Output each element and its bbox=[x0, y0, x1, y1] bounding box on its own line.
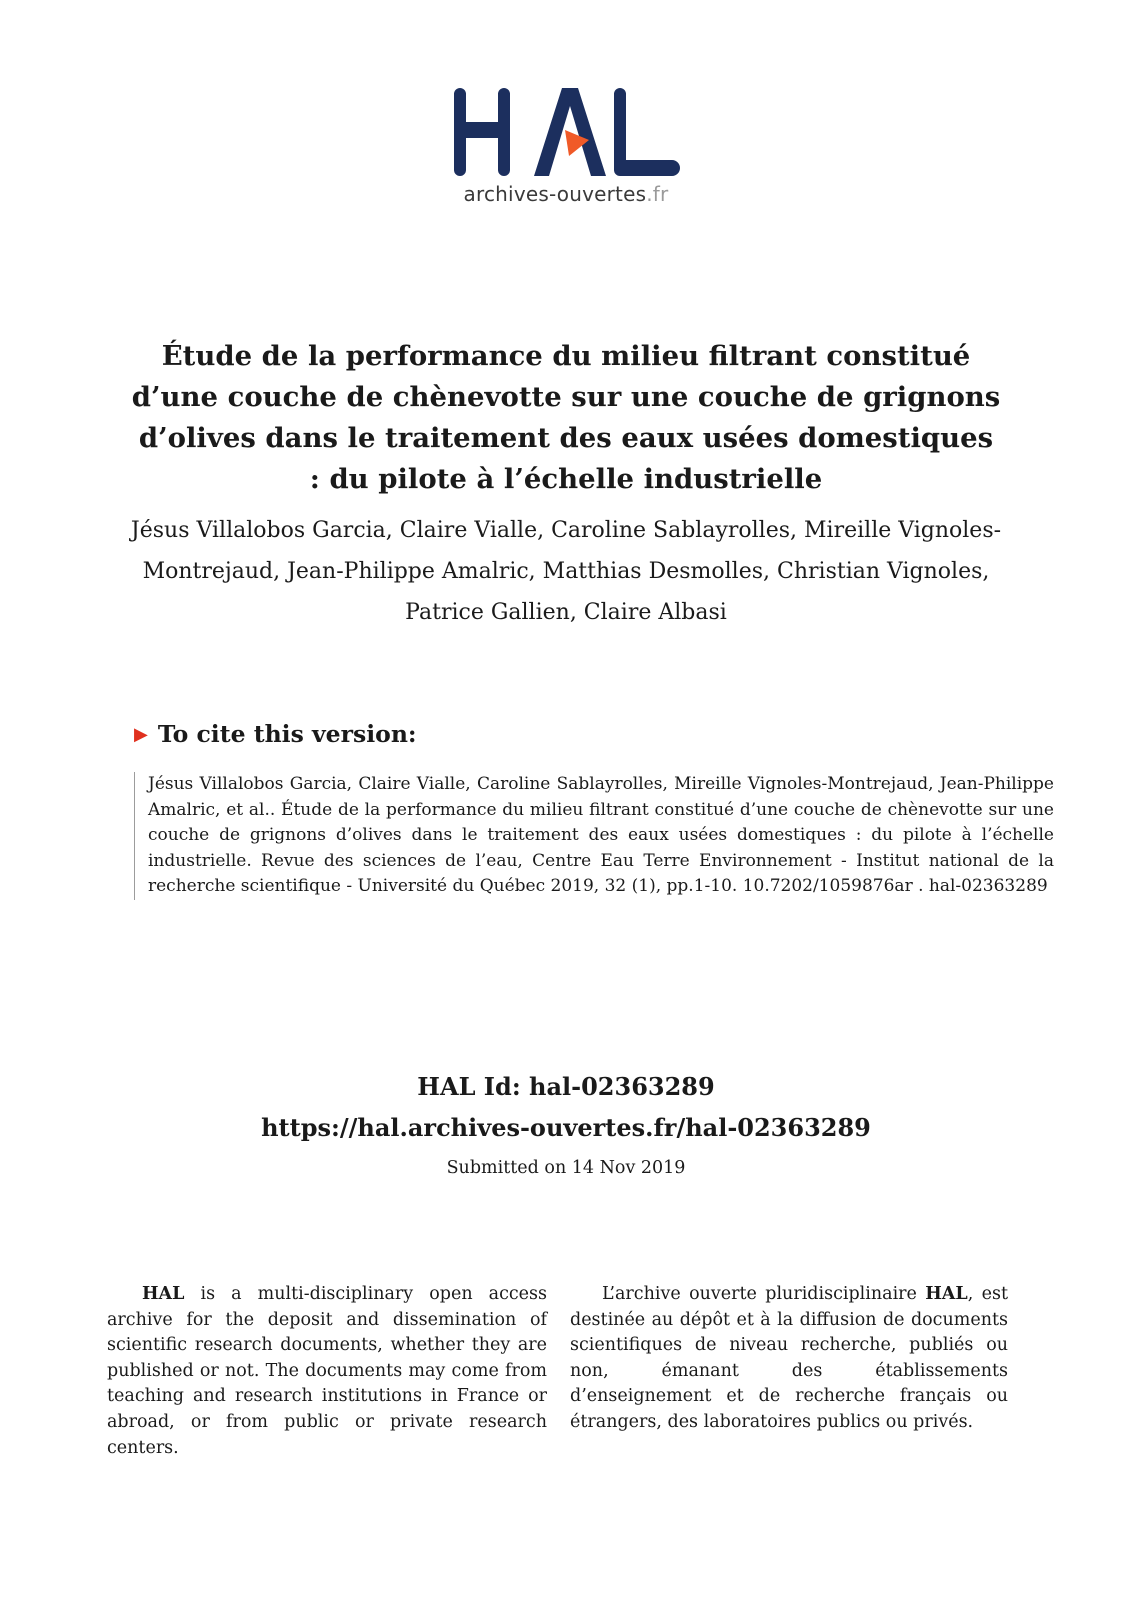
description-english: HAL is a multi-disciplinary open access archive for the deposit and dissemination of scientific research documents, whether they are published or not. The documents may come from teaching and research institutions in France or abroad, or from public or private research centers. bbox=[107, 1284, 547, 1458]
cite-heading-label: To cite this version: bbox=[157, 720, 417, 748]
triangle-right-icon: ▶ bbox=[134, 723, 148, 745]
hal-identifier-block bbox=[0, 1066, 1132, 1184]
submitted-date: Submitted on 14 Nov 2019 bbox=[446, 1158, 686, 1178]
citation: Jésus Villalobos Garcia, Claire Vialle, Caroline Sablayrolles, Mireille Vignoles-Montrejaud, Jean-Philippe Amalric, et al.. Étude de la performance du milieu filtrant constitué d’une couche de chènevotte sur une couche de grignons d’olives dans le traitement des eaux usées domestiques : du pilote à l’échelle industrielle. Revue des sciences de l’eau, Centre Eau Terre Environnement - Institut national de la recherche scientifique - Université du Québec 2019, 32 (1), pp.1-10. 10.7202/1059876ar . hal-02363289 bbox=[134, 772, 1054, 900]
document-title: Étude de la performance du milieu filtrant constitué d’une couche de chènevotte sur une couche de grignons d’olives dans le traitement des eaux usées domestiques : du pilote à l’échelle industrielle bbox=[131, 340, 1001, 495]
cite-heading bbox=[134, 720, 417, 748]
authors: Jésus Villalobos Garcia, Claire Vialle, Caroline Sablayrolles, Mireille Vignoles-Montrejaud, Jean-Philippe Amalric, Matthias Desmolles, Christian Vignoles, Patrice Gallien, Claire Albasi bbox=[130, 518, 1002, 625]
hal-id: HAL Id: hal-02363289 bbox=[417, 1072, 715, 1101]
hal-url-link[interactable]: https://hal.archives-ouvertes.fr/hal-02363289 bbox=[261, 1113, 871, 1142]
description-french: L’archive ouverte pluridisciplinaire HAL, est destinée au dépôt et à la diffusion de documents scientifiques de niveau recherche, publiés ou non, émanant des établissements d’enseignement et de recherche français ou étrangers, des laboratoires publics ou privés. bbox=[570, 1284, 1008, 1432]
hal-logo-mark bbox=[450, 84, 682, 180]
hal-logo-subtitle: archives-ouvertes.fr bbox=[463, 182, 669, 206]
hal-logo bbox=[0, 84, 1132, 206]
